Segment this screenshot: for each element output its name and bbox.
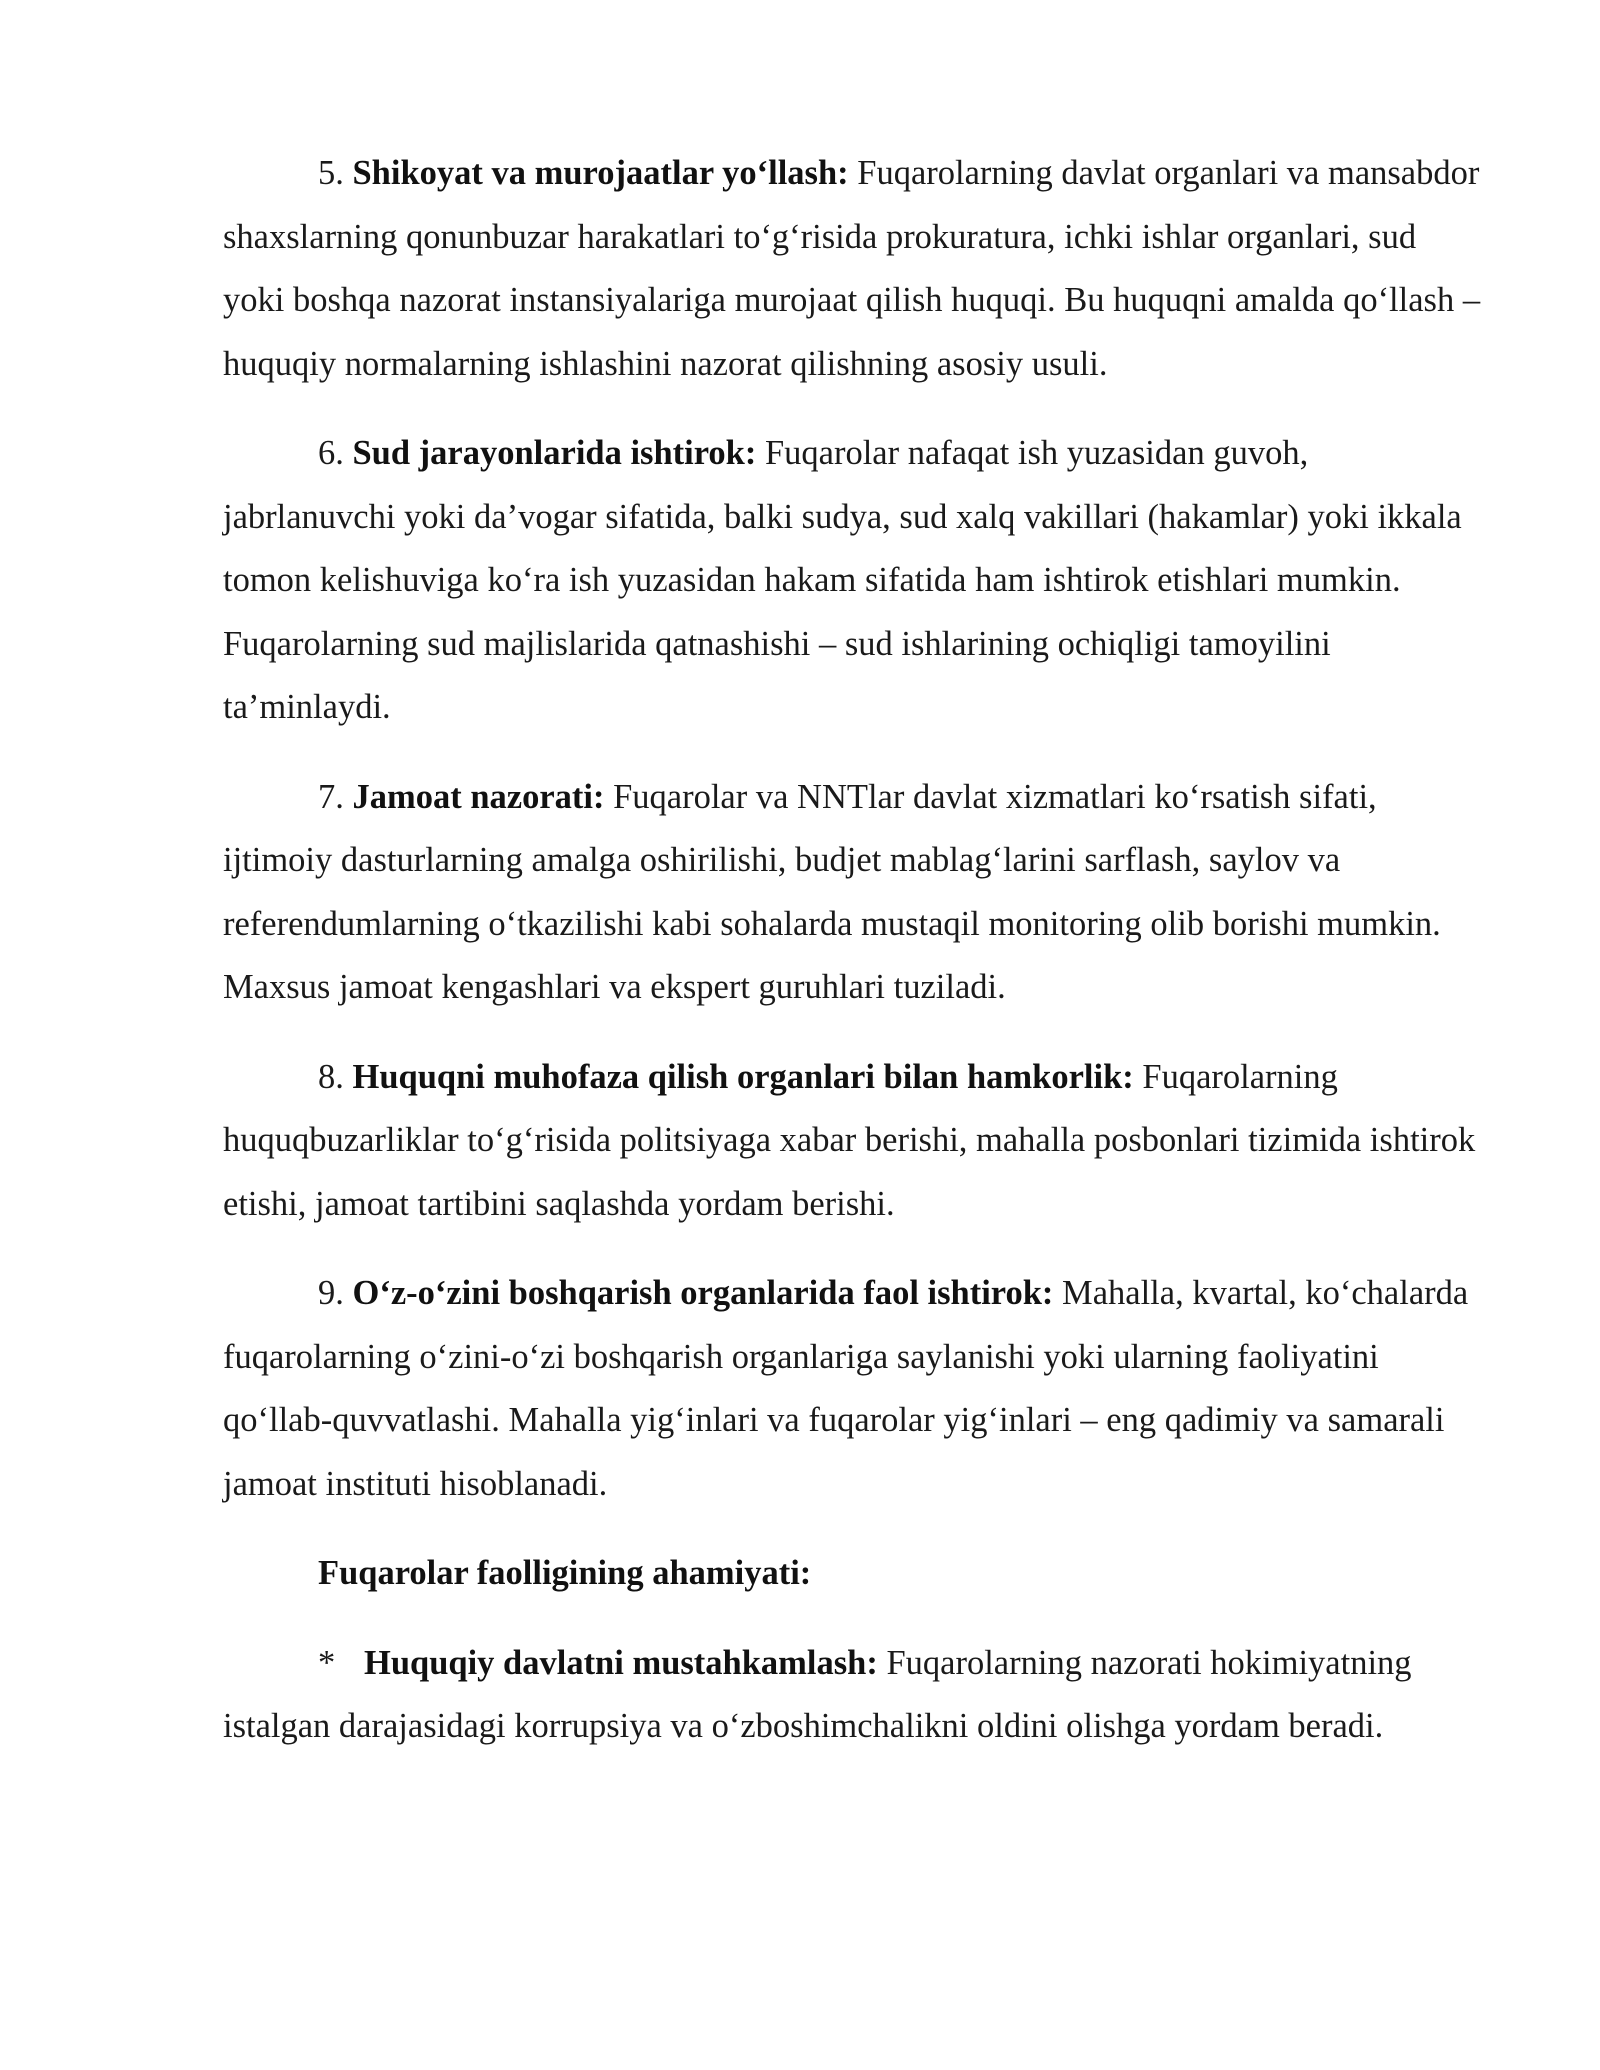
paragraph-8 bbox=[223, 1046, 1485, 1237]
section-heading: Fuqarolar faolligining ahamiyati: bbox=[318, 1554, 812, 1592]
paragraph-title: Sud jarayonlarida ishtirok: bbox=[352, 434, 757, 472]
paragraph-6 bbox=[223, 422, 1485, 740]
document-body bbox=[223, 142, 1485, 1785]
paragraph-5 bbox=[223, 142, 1485, 396]
paragraph-title: Jamoat nazorati: bbox=[352, 777, 605, 816]
paragraph-9 bbox=[223, 1262, 1485, 1516]
bullet-title: Huquqiy davlatni mustahkamlash: bbox=[364, 1643, 878, 1682]
paragraph-7 bbox=[223, 766, 1485, 1020]
paragraph-title: O‘z-o‘zini boshqarish organlarida faol ishtirok: bbox=[352, 1274, 1054, 1312]
bullet-item bbox=[223, 1632, 1485, 1759]
paragraph-text: Mahalla, kvartal, ko‘chalarda fuqarolarning o‘zini-o‘zi boshqarish organlariga saylanishi yoki ularning faoliyatini qo‘llab-quvvatlashi. Mahalla yig‘inlari va fuqarolar yig‘inlari – eng qadimiy va samarali jamoat instituti hisoblanadi. bbox=[223, 1274, 1469, 1503]
paragraph-title: Shikoyat va murojaatlar yo‘llash: bbox=[352, 154, 849, 192]
paragraph-number: 8. bbox=[318, 1057, 344, 1096]
paragraph-text: Fuqarolar va NNTlar davlat xizmatlari ko‘rsatish sifati, ijtimoiy dasturlarning amalga oshirilishi, budjet mablag‘larini sarflash, saylov va referendumlarning o‘tkazilishi kabi sohalarda mustaqil monitoring olib borishi mumkin. Maxsus jamoat kengashlari va ekspert guruhlari tuziladi. bbox=[223, 777, 1441, 1006]
paragraph-number: 5. bbox=[318, 154, 344, 192]
paragraph-title: Huquqni muhofaza qilish organlari bilan hamkorlik: bbox=[352, 1057, 1134, 1096]
paragraph-number: 7. bbox=[318, 777, 344, 816]
paragraph-text: Fuqarolar nafaqat ish yuzasidan guvoh, jabrlanuvchi yoki da’vogar sifatida, balki sudya, sud xalq vakillari (hakamlar) yoki ikkala tomon kelishuviga ko‘ra ish yuzasidan hakam sifatida ham ishtirok etishlari mumkin. Fuqarolarning sud majlislarida qatnashishi – sud ishlarining ochiqligi tamoyilini ta’minlaydi. bbox=[223, 434, 1462, 726]
paragraph-text: Fuqarolarning huquqbuzarliklar to‘g‘risida politsiyaga xabar berishi, mahalla posbonlari tizimida ishtirok etishi, jamoat tartibini saqlashda yordam berishi. bbox=[223, 1057, 1476, 1223]
paragraph-number: 6. bbox=[318, 434, 344, 472]
paragraph-text: Fuqarolarning davlat organlari va mansabdor shaxslarning qonunbuzar harakatlari to‘g‘risida prokuratura, ichki ishlar organlari, sud yoki boshqa nazorat instansiyalariga murojaat qilish huquqi. Bu huquqni amalda qo‘llash – huquqiy normalarning ishlashini nazorat qilishning asosiy usuli. bbox=[223, 154, 1481, 383]
paragraph-number: 9. bbox=[318, 1274, 344, 1312]
bullet-text: Fuqarolarning nazorati hokimiyatning istalgan darajasidagi korrupsiya va o‘zboshimchalikni oldini olishga yordam beradi. bbox=[223, 1643, 1412, 1745]
bullet-mark: * bbox=[318, 1643, 336, 1682]
